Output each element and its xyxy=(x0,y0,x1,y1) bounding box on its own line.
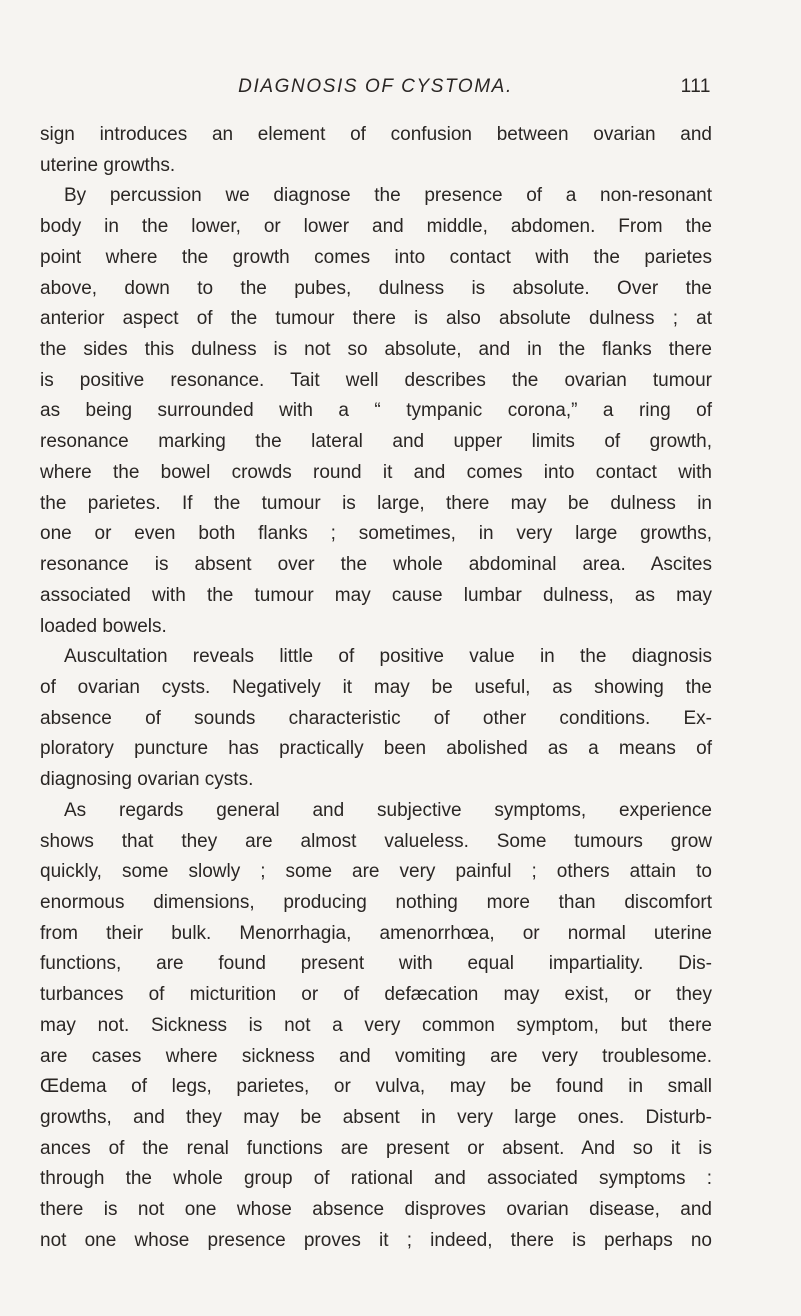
text-line: quickly, some slowly ; some are very painful ; others attain to xyxy=(40,861,712,883)
text-line: may not. Sickness is not a very common symptom, but there xyxy=(40,1014,712,1036)
text-line: are cases where sickness and vomiting are very troublesome. xyxy=(40,1045,712,1067)
text-line: sign introduces an element of confusion between ovarian and xyxy=(40,124,712,145)
text-line: anterior aspect of the tumour there is also absolute dulness ; at xyxy=(40,308,712,330)
text-line: through the whole group of rational and associated symptoms : xyxy=(40,1168,712,1190)
text-line: above, down to the pubes, dulness is absolute. Over the xyxy=(40,277,712,299)
text-line: resonance marking the lateral and upper limits of growth, xyxy=(40,431,712,453)
text-line: As regards general and subjective symptoms, experience xyxy=(64,799,712,821)
text-line: from their bulk. Menorrhagia, amenorrhœa, or normal uterine xyxy=(40,922,712,944)
text-line: where the bowel crowds round it and comes into contact with xyxy=(40,461,712,483)
text-line: body in the lower, or lower and middle, abdomen. From the xyxy=(40,216,712,238)
text-line: shows that they are almost valueless. Some tumours grow xyxy=(40,830,712,852)
body-text xyxy=(40,120,712,1257)
text-line: the parietes. If the tumour is large, there may be dulness in xyxy=(40,492,712,514)
running-head xyxy=(40,76,711,106)
text-line: of ovarian cysts. Negatively it may be useful, as showing the xyxy=(40,676,712,698)
text-line: point where the growth comes into contact with the parietes xyxy=(40,246,712,268)
text-line: Auscultation reveals little of positive value in the diagnosis xyxy=(64,646,712,668)
text-line: Œdema of legs, parietes, or vulva, may be found in small xyxy=(40,1076,712,1098)
text-line: diagnosing ovarian cysts. xyxy=(40,769,254,791)
text-line: uterine growths. xyxy=(40,154,176,176)
text-line: ploratory puncture has practically been abolished as a means of xyxy=(40,738,712,760)
page-number: 111 xyxy=(680,76,711,97)
text-line: not one whose presence proves it ; indeed, there is perhaps no xyxy=(40,1229,712,1251)
running-title: DIAGNOSIS OF CYSTOMA. xyxy=(238,76,513,97)
text-line: as being surrounded with a “ tympanic corona,” a ring of xyxy=(40,400,712,422)
text-line: loaded bowels. xyxy=(40,615,167,637)
text-line: ances of the renal functions are present or absent. And so it is xyxy=(40,1137,712,1159)
text-line: there is not one whose absence disproves ovarian disease, and xyxy=(40,1199,712,1221)
text-line: functions, are found present with equal impartiality. Dis- xyxy=(40,953,712,975)
text-line: is positive resonance. Tait well describes the ovarian tumour xyxy=(40,369,712,391)
text-line: By percussion we diagnose the presence of a non-resonant xyxy=(64,185,712,207)
text-line: turbances of micturition or of defæcation may exist, or they xyxy=(40,984,712,1006)
text-line: the sides this dulness is not so absolute, and in the flanks there xyxy=(40,339,712,361)
text-line: associated with the tumour may cause lumbar dulness, as may xyxy=(40,584,712,606)
text-line: resonance is absent over the whole abdominal area. Ascites xyxy=(40,554,712,576)
text-line: enormous dimensions, producing nothing more than discomfort xyxy=(40,891,712,913)
text-line: growths, and they may be absent in very large ones. Disturb- xyxy=(40,1107,712,1128)
text-line: absence of sounds characteristic of other conditions. Ex- xyxy=(40,707,712,729)
text-line: one or even both flanks ; sometimes, in very large growths, xyxy=(40,523,712,545)
